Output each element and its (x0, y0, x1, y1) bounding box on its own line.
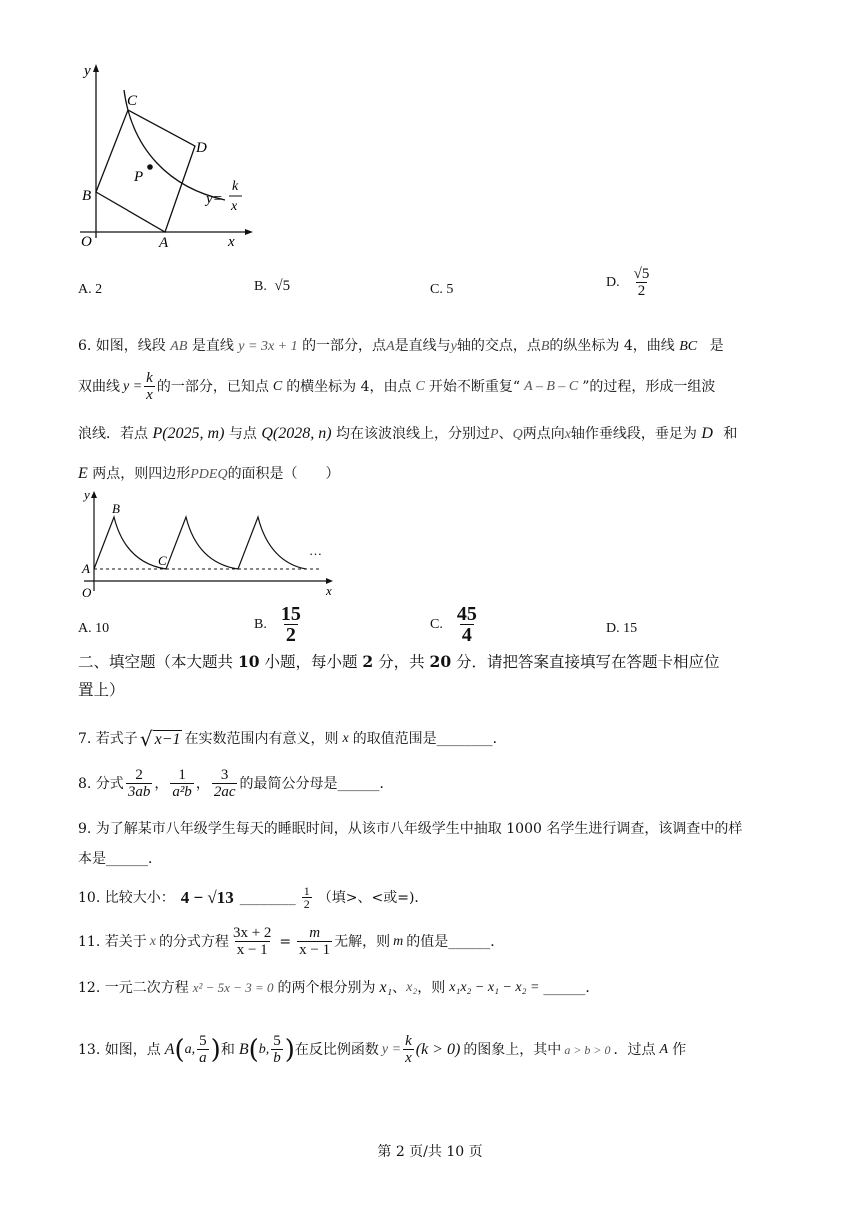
section-2-heading-line-1 (78, 648, 788, 676)
q5-figure (70, 60, 260, 255)
q7-sqrt (140, 729, 183, 749)
q13-text: 在反比例函数 (294, 1041, 379, 1058)
q5-square (96, 110, 195, 232)
q6-x-symbol: x (564, 427, 571, 442)
q5-option-d-label: D. (606, 274, 620, 290)
heading-number: 10 (237, 652, 260, 671)
q11-rhs-num: m (309, 925, 321, 941)
q6-label-c: C (158, 553, 167, 568)
q6-option-c-label: C. (430, 616, 443, 632)
heading-text: 小题，每小题 (259, 653, 363, 671)
q7-text: 的取值范围是________． (352, 731, 507, 747)
q10-blank: ________ (239, 889, 296, 906)
q6-hyperbola-x: x (146, 387, 153, 403)
heading-text: 二、填空题（本大题共 (78, 653, 238, 671)
q8-separator: ， (154, 775, 169, 792)
q6-wave-line (94, 517, 306, 569)
q5-label-y: y (84, 63, 91, 79)
q6-label-dots: … (309, 543, 322, 558)
q13-point-a-coords (175, 1033, 221, 1066)
q6-text: 是直线与 (394, 338, 451, 354)
q6-option-c-num: 45 (456, 603, 477, 625)
q13-b-frac-den: b (273, 1050, 281, 1066)
question-10 (78, 885, 428, 910)
q6-point-b: B (540, 339, 550, 354)
q13-a-frac-num: 5 (199, 1033, 207, 1049)
q10-frac-num: 1 (303, 884, 310, 898)
q6-text: 浪线．若点 (78, 426, 148, 442)
q13-text: 13. 如图，点 (78, 1041, 161, 1058)
q13-function-lhs: y = (381, 1041, 402, 1057)
question-9-line-2: 本是______． (78, 851, 162, 867)
q12-equation: x² − 5x − 3 = 0 (192, 980, 274, 995)
q13-text: 作 (672, 1041, 687, 1058)
q11-rhs-den: x − 1 (299, 942, 331, 958)
q5-option-d-num: √5 (633, 266, 650, 282)
q7-radicand: x−1 (154, 730, 181, 748)
q6-label-b: B (112, 501, 120, 516)
heading-text: 分．请把答案直接填写在答题卡相应位 (451, 653, 720, 671)
q12-text: ______． (543, 980, 600, 996)
q5-x-arrow (245, 229, 253, 235)
q6-text: 两点向 (522, 426, 565, 442)
q13-condition: (k > 0) (415, 1040, 461, 1058)
q13-point-b-coords (249, 1033, 295, 1066)
q5-option-b-label: B. (254, 279, 267, 294)
q6-text: 轴的交点，点 (456, 338, 541, 354)
q6-p-symbol: P (490, 427, 499, 442)
q13-b-coord: b, (258, 1041, 270, 1057)
q5-label-p: P (134, 169, 144, 185)
q13-point-a-label: A (164, 1040, 175, 1058)
q13-inequality: a > b > 0 (564, 1042, 611, 1057)
q6-q-symbol: Q (512, 427, 523, 442)
q6-sequence: A – B – C (524, 378, 579, 394)
q5-option-c: C. 5 (430, 282, 454, 297)
q11-text: 的分式方程 (158, 933, 229, 950)
q6-text: ”的过程，形成一组波 (582, 378, 716, 395)
q6-quadrilateral: PDEQ (190, 467, 228, 482)
q6-text: 均在该波浪线上，分别过 (336, 426, 491, 442)
q5-point-p (147, 164, 153, 170)
q13-point-a: A (659, 1041, 669, 1057)
q5-y-arrow (93, 64, 99, 72)
q6-y-arrow (91, 491, 97, 498)
q6-point-p: P(2025, m) (152, 425, 225, 442)
q11-lhs-den: x − 1 (236, 942, 268, 958)
q6-hyperbola-fraction (144, 370, 155, 403)
q6-d-symbol: D (701, 425, 713, 442)
q5-curve-lhs: y= (206, 191, 223, 207)
q6-text: 是直线 (191, 338, 234, 354)
q6-label-x: x (326, 583, 332, 598)
q6-text: 开始不断重复“ (428, 378, 521, 395)
q8-f1-den: 3ab (127, 784, 151, 800)
q8-f3-num: 3 (220, 767, 229, 783)
q5-curve-k: k (232, 179, 239, 194)
q5-label-d: D (196, 140, 207, 156)
q6-text: 的面积是（ ） (227, 466, 340, 482)
q5-option-d (606, 266, 653, 299)
q13-point-b-label: B (238, 1040, 249, 1058)
q6-segment-ab: AB (170, 339, 188, 354)
heading-number: 2 (362, 652, 374, 671)
section-2-heading (78, 648, 788, 704)
q13-paren-open: ( (248, 1034, 259, 1065)
q13-a-coord: a, (184, 1041, 196, 1057)
q6-text: 轴作垂线段，垂足为 (570, 426, 697, 442)
q12-root-2: x₂ (406, 980, 418, 995)
q13-paren-close: ) (210, 1034, 221, 1065)
q12-separator: 、 (392, 980, 407, 996)
q6-line-4 (78, 464, 340, 485)
section-2-heading-line-2: 置上） (78, 681, 125, 699)
q8-fraction-1 (126, 767, 153, 800)
q8-f3-den: 2ac (213, 784, 236, 800)
heading-number: 20 (429, 652, 452, 671)
q5-label-c: C (127, 93, 138, 109)
question-12 (78, 978, 599, 998)
q6-option-d: D. 15 (606, 621, 638, 636)
q6-label-a: A (82, 561, 90, 576)
q5-option-a: A. 2 (78, 282, 103, 297)
q12-expression: x₁x₂ − x₁ − x₂ = (449, 980, 540, 995)
q6-point-c: C (415, 378, 425, 394)
q12-text: 12. 一元二次方程 (78, 980, 189, 996)
q11-lhs-fraction (231, 925, 273, 958)
q13-a-frac-den: a (199, 1050, 207, 1066)
question-11 (78, 925, 504, 958)
q6-line-2 (78, 370, 715, 403)
q10-text: 10. 比较大小： (78, 889, 175, 906)
q5-option-b-value: √5 (274, 278, 291, 294)
q6-line-3 (78, 424, 737, 445)
q6-option-b-num: 15 (280, 603, 301, 625)
q13-a-fraction (197, 1033, 209, 1066)
q5-option-d-fraction (632, 266, 652, 299)
q6-text: 双曲线 (78, 378, 120, 395)
q13-text: ．过点 (613, 1041, 656, 1058)
q6-text: 的一部分，点 (302, 338, 387, 354)
q13-b-frac-num: 5 (273, 1033, 281, 1049)
q6-text: 和 (723, 426, 738, 442)
q6-point-q: Q(2028, n) (261, 425, 332, 442)
q6-label-y: y (84, 487, 90, 502)
q6-option-c-fraction (455, 604, 479, 645)
q11-text: 11. 若关于 (78, 933, 147, 950)
q5-option-d-den: 2 (637, 283, 646, 299)
q6-option-c-den: 4 (461, 624, 472, 646)
q13-b-fraction (271, 1033, 283, 1066)
q5-label-o: O (81, 234, 92, 250)
q8-text: 8. 分式 (78, 775, 124, 792)
q10-fraction (302, 885, 312, 910)
q6-text: 是 (709, 338, 724, 354)
q8-f1-num: 2 (135, 767, 143, 783)
question-7 (78, 729, 507, 749)
q6-hyperbola-k: k (146, 370, 153, 386)
q6-figure (80, 487, 345, 602)
q12-root-1: x₁ (379, 979, 393, 996)
q6-option-b-label: B. (254, 616, 267, 632)
q13-paren-close: ) (284, 1034, 295, 1065)
q5-label-b: B (82, 188, 92, 204)
q6-line-equation: y = 3x + 1 (238, 339, 298, 354)
q8-separator: ， (195, 775, 210, 792)
q11-text: 的值是______． (406, 933, 505, 950)
question-9-line-1: 9. 为了解某市八年级学生每天的睡眠时间，从该市八年级学生中抽取 1000 名学生进行调查，该调查中的样 (78, 821, 743, 837)
q8-fraction-3 (212, 767, 238, 800)
q8-f2-num: 1 (178, 767, 186, 783)
q6-text: 的横坐标为 4，由点 (286, 378, 412, 395)
q6-y-symbol: y (450, 339, 457, 354)
q5-curve-x: x (231, 199, 238, 214)
q6-e-symbol: E (78, 465, 88, 482)
q6-text: 的一部分，已知点 (156, 378, 269, 395)
q6-text: 、 (498, 426, 513, 442)
q5-option-b (254, 278, 290, 295)
heading-text: 分，共 (373, 653, 430, 671)
q13-paren-open: ( (174, 1034, 185, 1065)
q6-option-b (254, 604, 305, 645)
q6-option-b-fraction (279, 604, 303, 645)
q13-text: 和 (220, 1041, 235, 1058)
q11-lhs-num: 3x + 2 (232, 925, 272, 941)
q5-label-a: A (159, 235, 169, 251)
q6-option-a: A. 10 (78, 621, 110, 636)
q11-x-symbol: x (149, 933, 156, 949)
q7-radical-icon: √ (139, 727, 153, 751)
q7-text: 在实数范围内有意义，则 (184, 731, 339, 747)
question-13 (78, 1033, 686, 1066)
question-8 (78, 767, 393, 800)
q11-text: 无解，则 (334, 933, 391, 950)
q11-rhs-fraction (297, 925, 332, 958)
q11-equals: = (279, 933, 292, 950)
q13-function-k: k (405, 1033, 412, 1049)
q6-point-a: A (386, 339, 395, 354)
q6-curve-bc: BC (679, 339, 698, 354)
q8-fraction-2 (170, 767, 194, 800)
q12-text: 的两个根分别为 (277, 980, 376, 996)
q10-frac-den: 2 (303, 897, 310, 911)
q6-text: 两点，则四边形 (92, 466, 191, 482)
q6-text: 6. 如图，线段 (78, 338, 166, 354)
q10-expression: 4 − √13 (180, 887, 234, 907)
q8-f2-den: a²b (172, 784, 192, 800)
q8-text: 的最简公分母是______． (239, 775, 394, 792)
q10-text: （填>、<或=)． (317, 889, 429, 906)
page-footer: 第 2 页/共 10 页 (377, 1144, 483, 1160)
q6-hyperbola-lhs: y = (123, 378, 143, 394)
q6-text: 的纵坐标为 4，曲线 (549, 338, 675, 354)
q6-line-1 (78, 336, 724, 357)
q7-text: 7. 若式子 (78, 731, 138, 747)
q13-function-fraction (403, 1033, 414, 1066)
q5-label-x: x (228, 234, 235, 250)
q6-option-b-den: 2 (285, 624, 296, 646)
q6-text: 与点 (228, 426, 257, 442)
q6-point-c: C (272, 378, 283, 394)
q13-function-x: x (405, 1050, 412, 1066)
q13-text: 的图象上，其中 (463, 1041, 562, 1058)
q12-text: ，则 (417, 980, 446, 996)
q11-m-symbol: m (393, 933, 404, 949)
q6-option-c (430, 604, 481, 645)
q6-label-o: O (82, 585, 92, 600)
q7-x-symbol: x (342, 731, 349, 746)
